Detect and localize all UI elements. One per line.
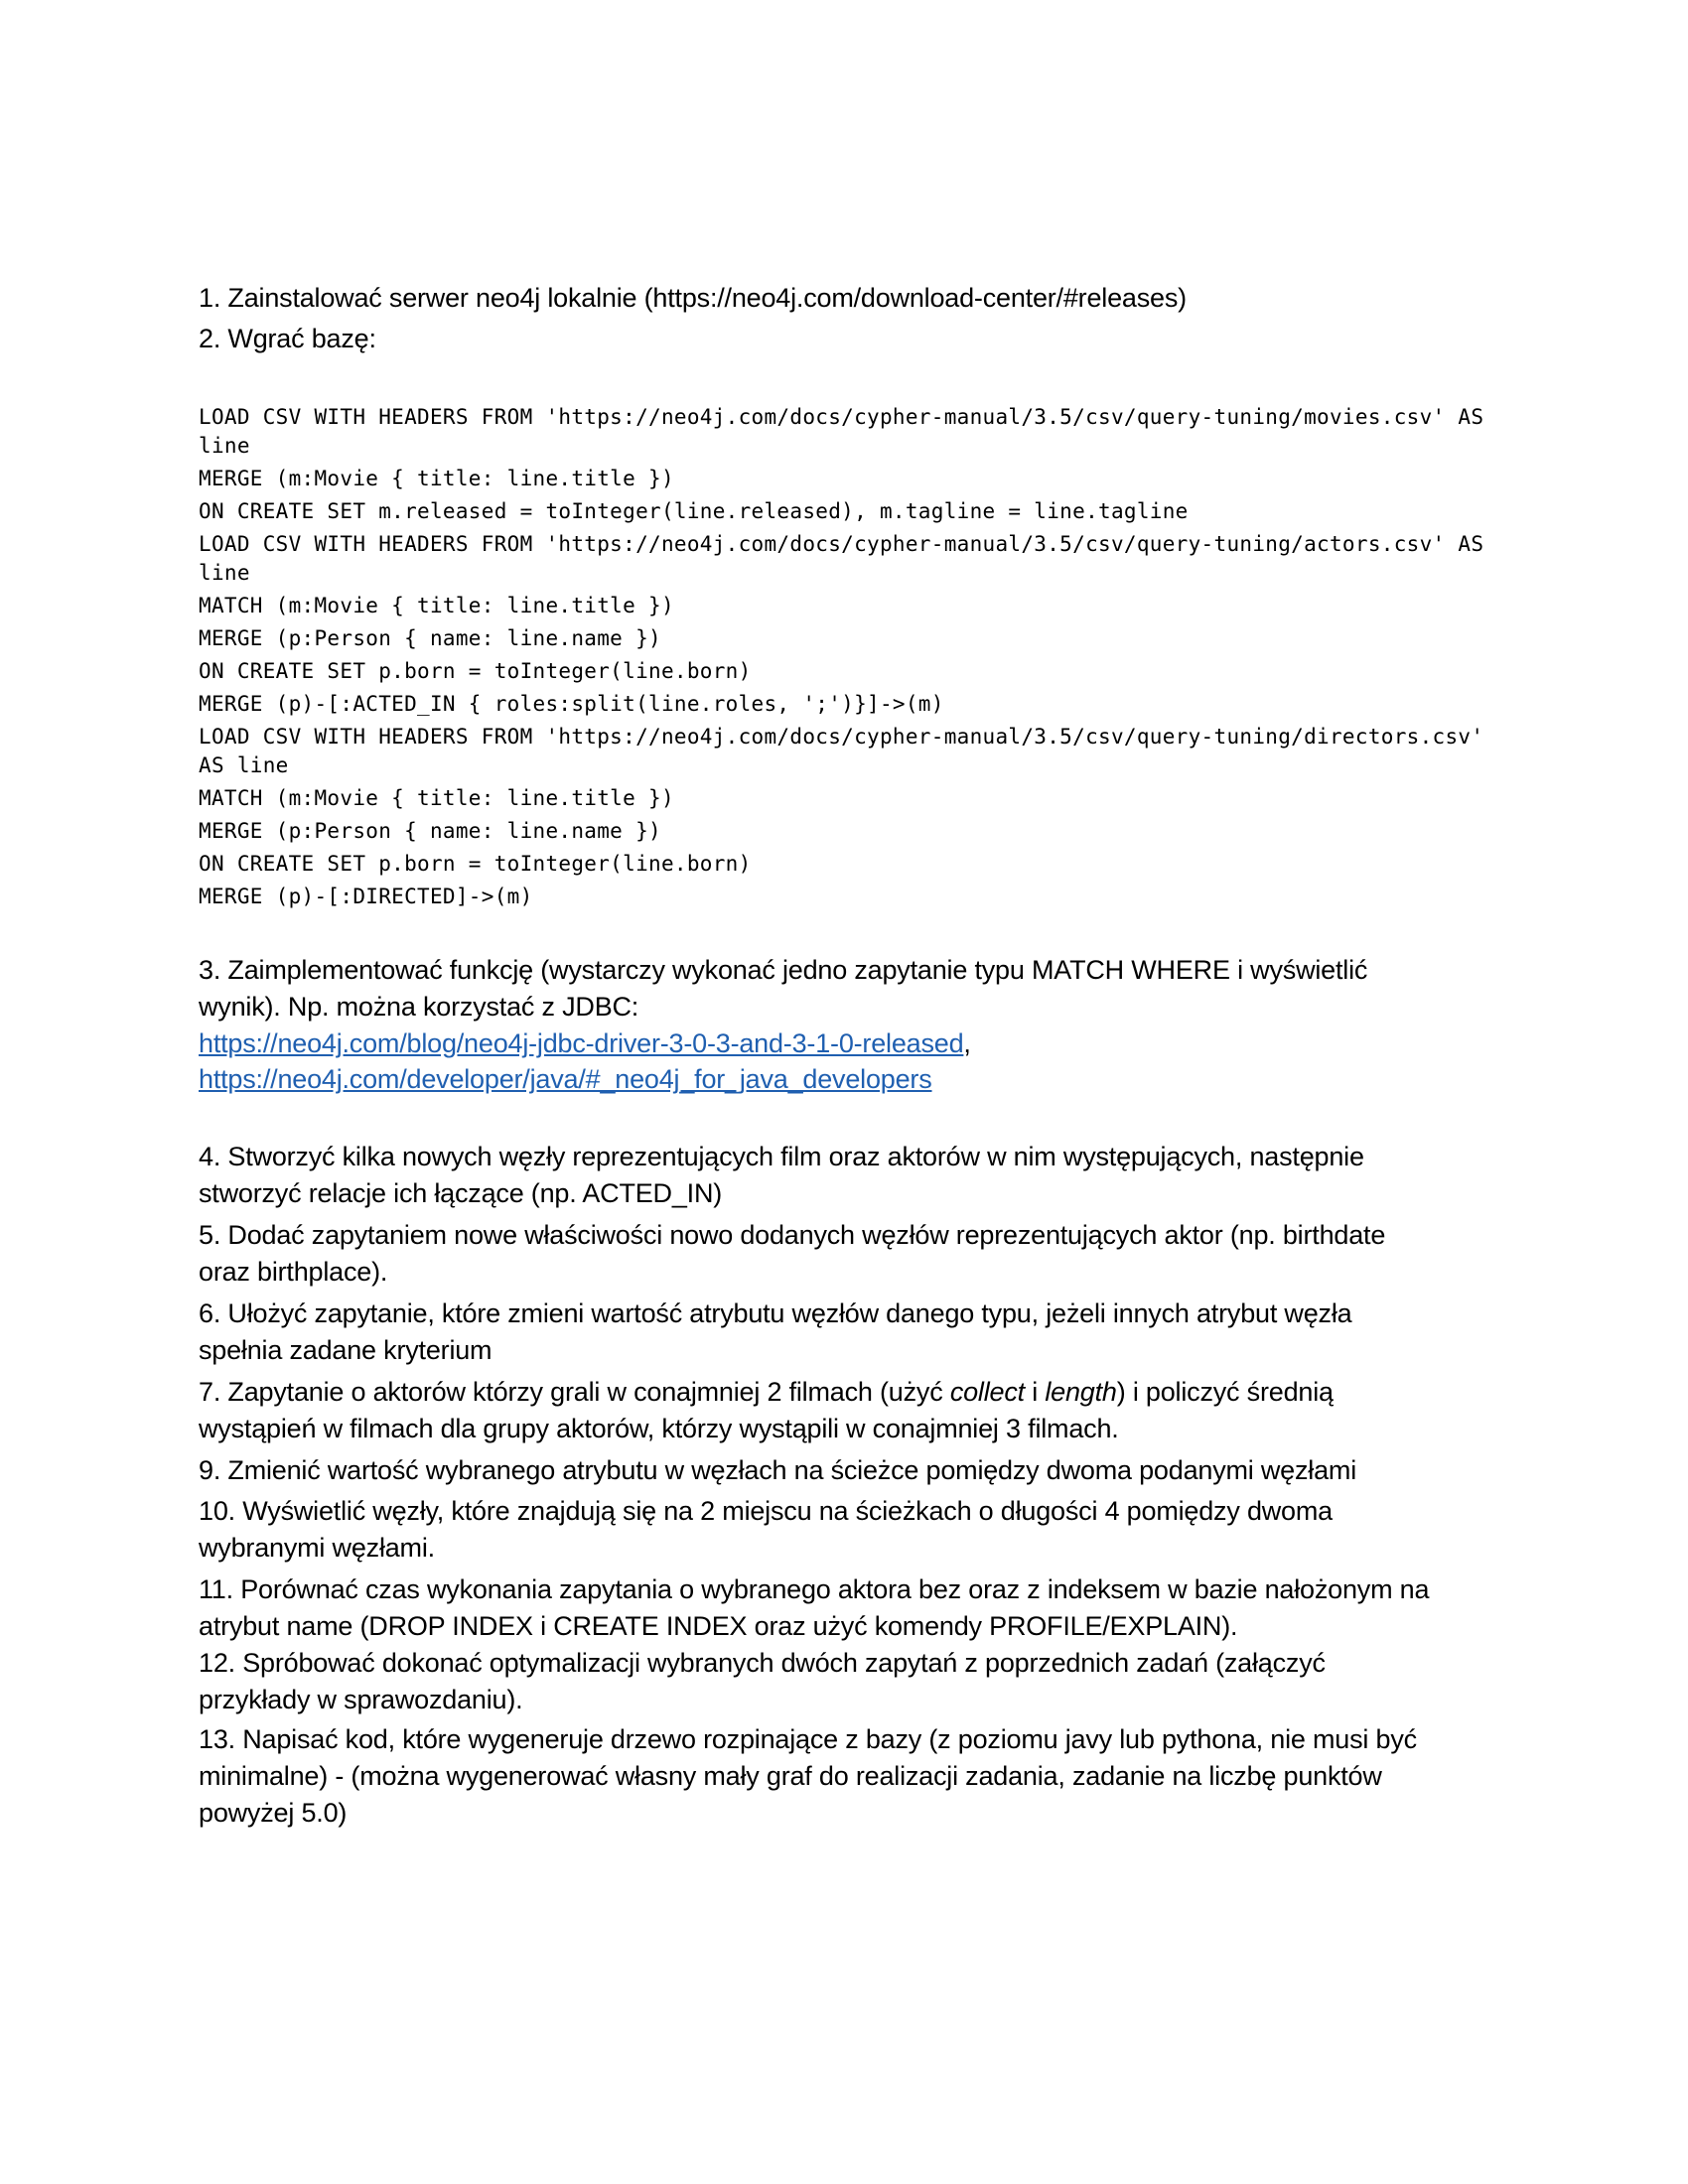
- task-12-line-2: przykłady w sprawozdaniu).: [199, 1685, 523, 1714]
- code-line: AS line: [199, 753, 289, 777]
- task-10-line-1: 10. Wyświetlić węzły, które znajdują się na 2 miejscu na ścieżkach o długości 4 pomiędzy dwoma: [199, 1496, 1333, 1526]
- task-6-line-2: spełnia zadane kryterium: [199, 1335, 492, 1365]
- task-5-line-2: oraz birthplace).: [199, 1257, 388, 1287]
- code-line: MERGE (p)-[:ACTED_IN { roles:split(line.roles, ';')}]->(m): [199, 692, 944, 716]
- task-13-line-1: 13. Napisać kod, które wygeneruje drzewo rozpinające z bazy (z poziomu javy lub pythona, nie musi być: [199, 1724, 1417, 1754]
- task-7-line-2: wystąpień w filmach dla grupy aktorów, którzy wystąpili w conajmniej 3 filmach.: [199, 1414, 1119, 1443]
- task-11-line-2: atrybut name (DROP INDEX i CREATE INDEX oraz użyć komendy PROFILE/EXPLAIN).: [199, 1611, 1238, 1641]
- code-line: line: [199, 561, 250, 585]
- task-13-line-3: powyżej 5.0): [199, 1798, 348, 1828]
- code-line: MERGE (m:Movie { title: line.title }): [199, 467, 674, 490]
- task-1: 1. Zainstalować serwer neo4j lokalnie (https://neo4j.com/download-center/#releases): [199, 283, 1187, 313]
- code-line: MERGE (p:Person { name: line.name }): [199, 626, 661, 650]
- task-12-line-1: 12. Spróbować dokonać optymalizacji wybranych dwóch zapytań z poprzednich zadań (załączyć: [199, 1648, 1326, 1678]
- task-5-line-1: 5. Dodać zapytaniem nowe właściwości nowo dodanych węzłów reprezentujących aktor (np. birthdate: [199, 1220, 1386, 1250]
- jdbc-driver-link[interactable]: https://neo4j.com/blog/neo4j-jdbc-driver-3-0-3-and-3-1-0-released: [199, 1028, 964, 1058]
- task-7-length: length: [1045, 1377, 1117, 1407]
- task-13-line-2: minimalne) - (można wygenerować własny mały graf do realizacji zadania, zadanie na liczbę punktów: [199, 1761, 1382, 1791]
- task-2: 2. Wgrać bazę:: [199, 324, 376, 353]
- link-line-1: [199, 1024, 1509, 1062]
- code-line: LOAD CSV WITH HEADERS FROM 'https://neo4j.com/docs/cypher-manual/3.5/csv/query-tuning/movies.csv' AS: [199, 405, 1484, 429]
- task-10-line-2: wybranymi węzłami.: [199, 1533, 435, 1563]
- task-7-line-1: [199, 1373, 1509, 1411]
- code-line: LOAD CSV WITH HEADERS FROM 'https://neo4j.com/docs/cypher-manual/3.5/csv/query-tuning/directors.csv': [199, 725, 1484, 749]
- task-7-text: 7. Zapytanie o aktorów którzy grali w conajmniej 2 filmach (użyć: [199, 1377, 950, 1407]
- java-developers-link[interactable]: https://neo4j.com/developer/java/#_neo4j_for_java_developers: [199, 1064, 932, 1094]
- link-separator: ,: [963, 1028, 971, 1058]
- code-line: ON CREATE SET p.born = toInteger(line.born): [199, 659, 752, 683]
- task-6-line-1: 6. Ułożyć zapytanie, które zmieni wartość atrybutu węzłów danego typu, jeżeli innych atrybut węzła: [199, 1298, 1352, 1328]
- task-7-collect: collect: [949, 1377, 1025, 1407]
- code-line: line: [199, 434, 250, 458]
- link-line-2: [199, 1060, 1509, 1098]
- code-line: MERGE (p)-[:DIRECTED]->(m): [199, 885, 533, 908]
- code-line: MERGE (p:Person { name: line.name }): [199, 819, 661, 843]
- task-3-line-1: 3. Zaimplementować funkcję (wystarczy wykonać jedno zapytanie typu MATCH WHERE i wyświetlić: [199, 955, 1368, 985]
- code-line: LOAD CSV WITH HEADERS FROM 'https://neo4j.com/docs/cypher-manual/3.5/csv/query-tuning/actors.csv' AS: [199, 532, 1484, 556]
- code-line: MATCH (m:Movie { title: line.title }): [199, 786, 674, 810]
- code-line: ON CREATE SET p.born = toInteger(line.born): [199, 852, 752, 876]
- task-9: 9. Zmienić wartość wybranego atrybutu w węzłach na ścieżce pomiędzy dwoma podanymi węzłami: [199, 1455, 1357, 1485]
- task-3-line-2: wynik). Np. można korzystać z JDBC:: [199, 992, 639, 1022]
- code-line: MATCH (m:Movie { title: line.title }): [199, 594, 674, 617]
- task-7-text: i: [1024, 1377, 1046, 1407]
- code-line: ON CREATE SET m.released = toInteger(line.released), m.tagline = line.tagline: [199, 499, 1189, 523]
- task-7-text: ) i policzyć średnią: [1116, 1377, 1334, 1407]
- task-4-line-1: 4. Stworzyć kilka nowych węzły reprezentujących film oraz aktorów w nim występujących, następnie: [199, 1142, 1364, 1171]
- task-4-line-2: stworzyć relacje ich łączące (np. ACTED_IN): [199, 1178, 723, 1208]
- task-11-line-1: 11. Porównać czas wykonania zapytania o wybranego aktora bez oraz z indeksem w bazie nałożonym na: [199, 1574, 1430, 1604]
